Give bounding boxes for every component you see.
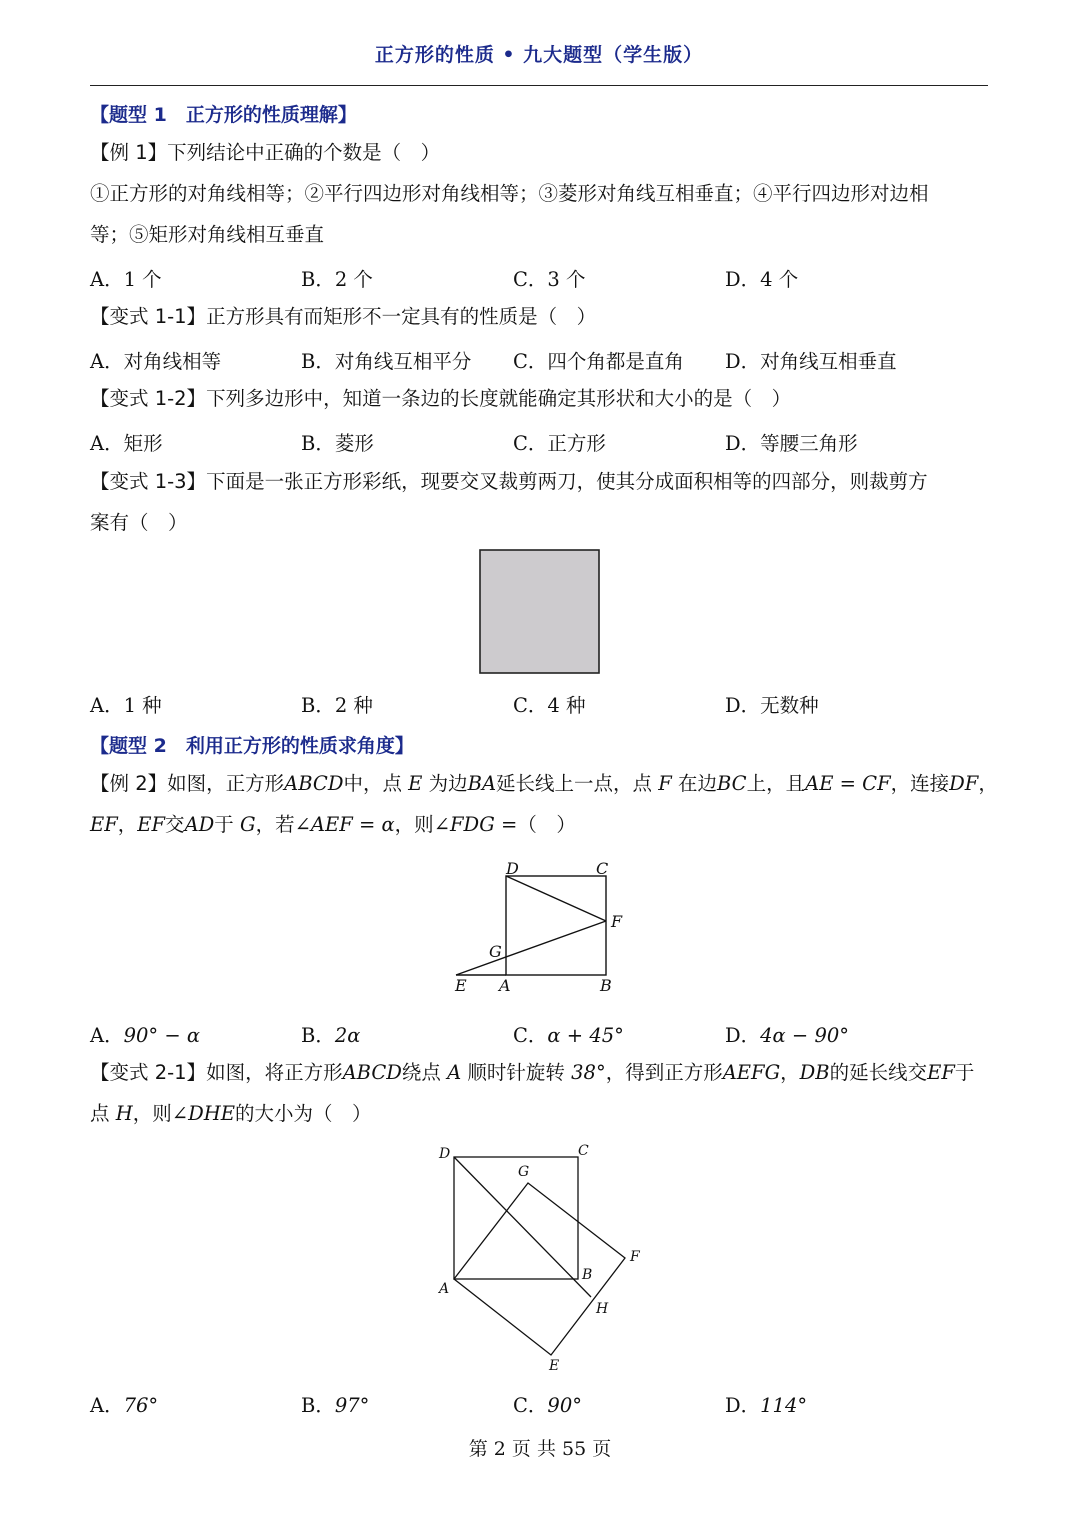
text-span: ，得到正方形 [605,1061,723,1084]
option-a: A．矩形 [90,432,163,455]
option-d: D．对角线互相垂直 [725,350,897,373]
variant1-3-question [90,470,928,494]
option-b: B．2α [301,1024,361,1047]
variant1-3-stem-line1: 下面是一张正方形彩纸，现要交叉裁剪两刀，使其分成面积相等的四部分，则裁剪方 [206,470,928,493]
example2-question-line1 [90,772,998,796]
text-span: （ ） [517,813,576,836]
variant2-1-figure [430,1138,650,1378]
label-d: D [439,1146,451,1162]
math-span: H [115,1102,133,1125]
math-span: AEFG [722,1061,781,1084]
text-span: 在边 [671,772,717,795]
label-f: F [630,1249,640,1265]
variant1-2-stem: 下列多边形中，知道一条边的长度就能确定其形状和大小的是（ ） [206,387,792,410]
text-span: 为边 [422,772,468,795]
text-span: ，连接 [890,772,950,795]
variant1-2-question [90,387,791,411]
math-span: A [447,1061,462,1084]
example1-options [90,264,990,290]
math-span: ∠AEF = α [294,813,395,836]
label-a: A [499,976,511,995]
variant1-3-stem-line2: 案有（ ） [90,511,188,534]
text-span: 交 [165,813,185,836]
topic1-heading: 【题型 1 正方形的性质理解】 [90,104,357,126]
option-c: C．3 个 [513,268,586,291]
variant1-3-options [90,690,990,716]
math-span: ∠FDG = [433,813,518,836]
example1-statements-line1: ①正方形的对角线相等；②平行四边形对角线相等；③菱形对角线互相垂直；④平行四边形对边相 [90,182,929,205]
text-span: 如图，将正方形 [206,1061,343,1084]
variant1-1-tag: 【变式 1-1】 [90,305,207,328]
option-c: C．四个角都是直角 [513,350,684,373]
label-a: A [439,1281,450,1297]
page-number: 第 2 页 共 55 页 [468,1438,612,1460]
math-span: E [408,772,423,795]
math-span: 38° [571,1061,606,1084]
text-span: ， [117,813,138,836]
option-c: C．90° [513,1394,582,1417]
variant2-1-question-line2 [90,1102,371,1126]
math-span: AE = CF [805,772,891,795]
option-c: C．4 种 [513,694,586,717]
label-d: D [506,859,519,878]
page-title: 正方形的性质 • 九大题型（学生版） [374,44,704,66]
variant1-2-options [90,428,990,454]
option-b: B．对角线互相平分 [301,350,472,373]
math-span: EF [137,813,166,836]
text-span: 顺时针旋转 [461,1061,572,1084]
text-span: ， [780,1061,800,1084]
math-span: EF [90,813,118,836]
option-d: D．无数种 [725,694,819,717]
text-span: 于 [214,813,240,836]
option-d: D．4α − 90° [725,1024,850,1047]
label-c: C [596,859,609,878]
option-a: A．对角线相等 [90,350,222,373]
topic2-heading: 【题型 2 利用正方形的性质求角度】 [90,735,414,757]
text-span: 于 [954,1061,975,1084]
option-d: D．114° [725,1394,808,1417]
option-a: A．1 个 [90,268,162,291]
option-a: A．90° − α [90,1024,201,1047]
segment-df [506,876,606,921]
example2-options [90,1020,990,1046]
text-span: 的大小为（ ） [234,1102,372,1125]
header-divider [90,85,988,86]
option-b: B．2 个 [301,268,373,291]
label-e: E [549,1358,560,1374]
text-span: ，则 [394,813,434,836]
text-span: 点 [90,1102,116,1125]
option-c: C．α + 45° [513,1024,624,1047]
variant2-1-question-line1 [90,1061,974,1085]
variant2-1-tag: 【变式 2-1】 [90,1061,207,1084]
math-span: ∠DHE [171,1102,235,1125]
text-span: 中，点 [343,772,409,795]
math-span: ABCD [284,772,344,795]
label-f: F [611,912,623,931]
option-d: D．等腰三角形 [725,432,858,455]
paper-square [480,550,599,673]
math-span: F [658,772,672,795]
option-b: B．菱形 [301,432,374,455]
variant2-1-options [90,1390,990,1416]
math-span: BA [467,772,497,795]
option-b: B．97° [301,1394,370,1417]
example2-question-line2 [90,813,576,837]
variant1-3-tag: 【变式 1-3】 [90,470,207,493]
example2-tag: 【例 2】 [90,772,168,795]
option-a: A．1 种 [90,694,162,717]
example2-figure [450,855,630,1000]
text-span: ，若 [255,813,295,836]
square-aefg [454,1183,625,1355]
example1-question [90,141,440,165]
variant1-1-stem: 正方形具有而矩形不一定具有的性质是（ ） [206,305,597,328]
math-span: G [239,813,256,836]
label-b: B [600,976,612,995]
label-g: G [518,1164,530,1180]
label-e: E [455,976,467,995]
square-abcd [506,876,606,975]
label-c: C [578,1143,589,1159]
math-span: DF [949,772,979,795]
option-a: A．76° [90,1394,159,1417]
example1-stem: 下列结论中正确的个数是（ ） [167,141,441,164]
option-c: C．正方形 [513,432,606,455]
variant1-2-tag: 【变式 1-2】 [90,387,207,410]
text-span: 上，且 [746,772,806,795]
text-span: ， [978,772,998,795]
example1-statements-line2: 等；⑤矩形对角线相互垂直 [90,223,325,246]
text-span: 的延长线交 [829,1061,928,1084]
colored-paper-figure [478,548,602,676]
label-b: B [582,1267,593,1283]
text-span: 绕点 [401,1061,448,1084]
variant1-1-options [90,346,990,372]
label-h: H [596,1301,609,1317]
math-span: BC [716,772,747,795]
text-span: 延长线上一点，点 [496,772,659,795]
math-span: ABCD [342,1061,402,1084]
variant1-1-question [90,305,596,329]
example1-tag: 【例 1】 [90,141,168,164]
text-span: 如图，正方形 [167,772,285,795]
math-span: EF [927,1061,955,1084]
option-d: D．4 个 [725,268,799,291]
text-span: ，则 [132,1102,172,1125]
label-g: G [489,942,502,961]
option-b: B．2 种 [301,694,373,717]
math-span: DB [799,1061,830,1084]
segment-ef [456,921,606,975]
math-span: AD [184,813,215,836]
